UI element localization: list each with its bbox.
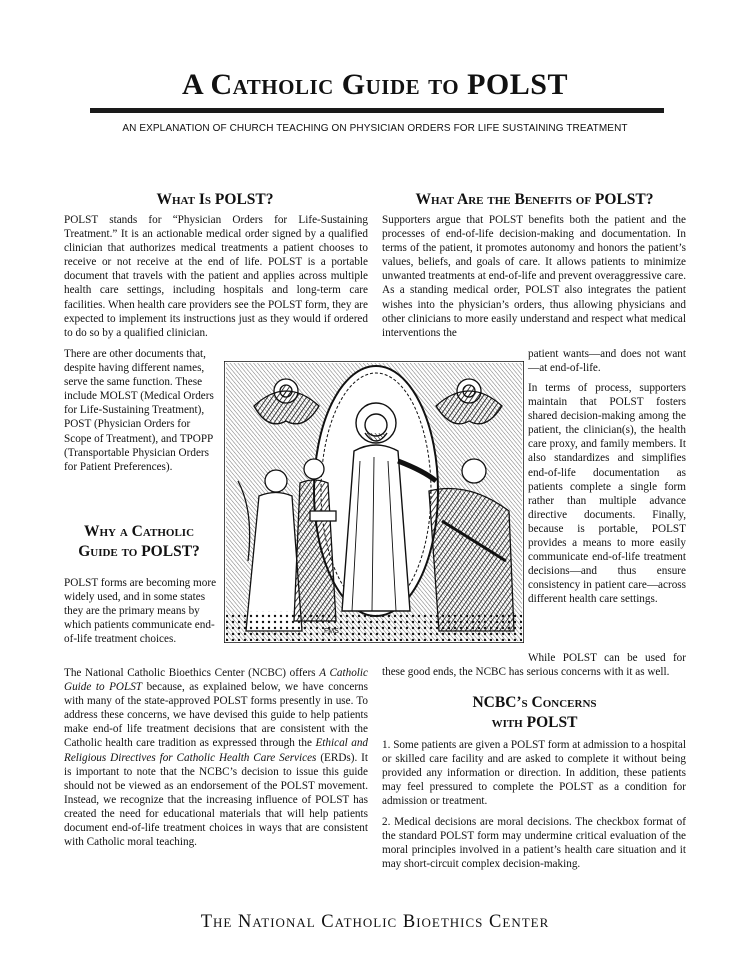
why-para2-end: (ERDs). It is important to note that the NCBC’s decision to issue this guide should not be viewed as an endorsement of the POLST movement. Instead, we recognize that the increasing influence of POLST has created the need for educational materials that will help patients document end-of-life treatment choices in ways that are consistent with Catholic moral teaching.	[64, 751, 369, 849]
benefits-para2: In terms of process, supporters maintain that POLST fosters shared decision-making among the patient, the clinician(s), the health care proxy, and family members. It also standardizes and simplifies end-of-life documentation as patients complete a single form rather than multiple advance directive documents. Finally, because is portable, POLST provides a means to more easily communicate end-of-life treatment decisions—and thus ensure consistency in patient care—across different health care settings.	[528, 382, 686, 606]
page-title: A Catholic Guide to POLST	[182, 68, 568, 101]
benefits-para3: While POLST can be used for these good ends, the NCBC has serious concerns with it as well.	[382, 652, 686, 679]
christ-engraving-illustration	[224, 361, 524, 643]
concerns-heading-line1: NCBC’s Concerns	[472, 694, 597, 711]
why-para1: POLST forms are becoming more widely used, and in some states they are the primary means by which patients communicate end-of-life treatment choices.	[64, 577, 217, 646]
why-catholic-guide-heading	[64, 522, 214, 562]
why-para2-italic2: Ethical and Religious Directives for Catholic Health Care Services	[64, 737, 369, 764]
why-heading-line1: Why a Catholic	[83, 523, 195, 540]
what-is-polst-heading: What Is POLST?	[156, 191, 274, 208]
benefits-heading: What Are the Benefits of POLST?	[415, 191, 654, 208]
footer-org-name: The National Catholic Bioethics Center	[200, 912, 550, 932]
why-heading-line2: Guide to POLST?	[78, 543, 200, 560]
other-documents-text: There are other documents that, despite having different names, serve the same function. These include MOLST (Medical Orders for Life-Sustaining Treatment), POST (Physician Orders for Scope of Treatment), and TPOPP (Transportable Physician Orders for Patient Preferences).	[64, 348, 214, 473]
concerns-heading	[382, 693, 687, 733]
why-para2-start: The National Catholic Bioethics Center (NCBC) offers	[64, 667, 316, 679]
benefits-para1-tail: patient wants—and does not want—at end-of-life.	[528, 348, 686, 375]
concerns-heading-line2: with POLST	[491, 714, 578, 731]
title-rule	[90, 108, 664, 113]
page-subtitle: AN EXPLANATION OF CHURCH TEACHING ON PHYSICIAN ORDERS FOR LIFE SUSTAINING TREATMENT	[122, 123, 628, 134]
what-is-polst-text: POLST stands for “Physician Orders for Life-Sustaining Treatment.” It is an actionable medical order signed by a qualified clinician that authorizes medical treatments a patient chooses to receive or not receive at the end of life. POLST is a portable document that travels with the patient and applies across multiple health care settings, including hospitals and long-term care facilities. When health care providers see the POLST form, they are expected to implement its instructions just as they would if ordered to do so by a qualified clinician.	[64, 214, 368, 339]
concern-item-2: 2. Medical decisions are moral decisions. The checkbox format of the standard POLST form may undermine critical evaluation of the moral principles involved in a patient’s health care situation and it may short-circuit complex decision-making.	[382, 816, 686, 871]
illustration-monogram: FMS	[324, 628, 339, 635]
benefits-para1: Supporters argue that POLST benefits both the patient and the processes of end-of-life decision-making and documentation. In terms of the patient, it promotes autonomy and honors the patient’s values, beliefs, and goals of care. It allows patients to minimize unwanted treatments at end-of-life and prevent overaggressive care. As a standing medical order, POLST also integrates the patient wishes into the physician’s orders, thus allowing physicians and other clinicians to more easily understand and respect what medical interventions the	[382, 214, 686, 339]
concern-item-1: 1. Some patients are given a POLST form at admission to a hospital or skilled care facility and are asked to complete it without being provided any information or direction. In addition, these patients may feel pressured to complete the POLST as a condition for admission or treatment.	[382, 739, 686, 808]
why-para2-mid: because, as explained below, we have concerns with many of the state-approved POLST forms presently in use. To address these concerns, we have devised this guide to help patients make end-of life treatment decisions that are consistent with the Catholic health care tradition as expressed through the	[64, 681, 369, 750]
why-para2	[64, 666, 368, 849]
why-para2-italic: A Catholic Guide to POLST	[64, 667, 368, 694]
